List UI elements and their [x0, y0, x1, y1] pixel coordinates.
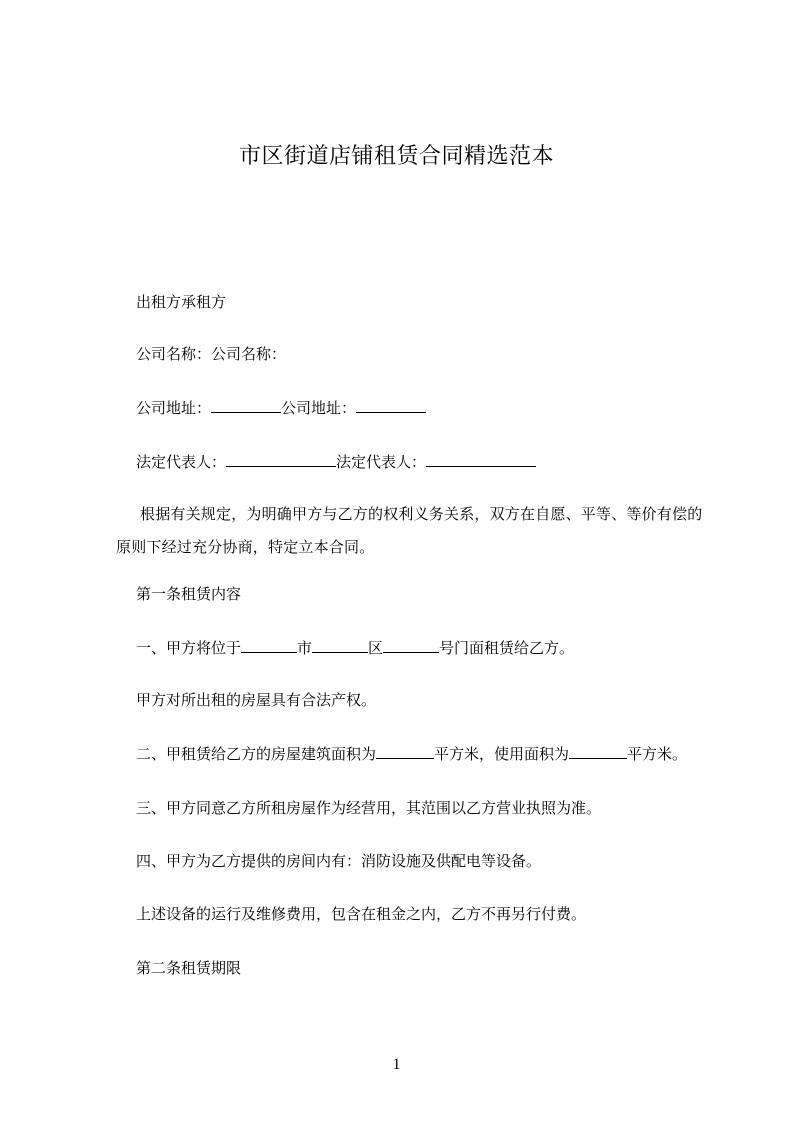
company-name-line: 公司名称：公司名称：	[136, 345, 287, 363]
legal-rep-line	[136, 452, 536, 472]
item2-line	[136, 744, 687, 764]
item2-mid: 平方米，使用面积为	[434, 745, 570, 763]
item4-line: 四、甲方为乙方提供的房间内有：消防设施及供配电等设备。	[136, 852, 542, 870]
item3-line: 三、甲方同意乙方所租房屋作为经营用，其范围以乙方营业执照为准。	[136, 799, 602, 817]
article2-heading: 第二条租赁期限	[136, 959, 242, 977]
item1-blank-city	[241, 638, 297, 653]
item1-blank-number	[383, 638, 439, 653]
company-address-blank-a	[211, 398, 281, 413]
item1-prefix: 一、甲方将位于	[136, 639, 242, 657]
legal-rep-label-b: 法定代表人：	[336, 453, 427, 471]
item2-blank-building-area	[376, 744, 434, 759]
legal-rep-blank-b	[426, 452, 536, 467]
item1-line	[136, 638, 574, 658]
maintenance-line: 上述设备的运行及维修费用，包含在租金之内，乙方不再另行付费。	[136, 905, 587, 923]
company-address-label-b: 公司地址：	[281, 399, 357, 417]
article1-heading: 第一条租赁内容	[136, 585, 242, 603]
item1-suffix: 号门面租赁给乙方。	[439, 639, 575, 657]
company-address-line	[136, 398, 426, 418]
item1-blank-district	[312, 638, 368, 653]
item2-suffix: 平方米。	[627, 745, 688, 763]
parties-heading: 出租方承租方	[136, 293, 227, 311]
item2-blank-usable-area	[569, 744, 627, 759]
item1-city: 市	[297, 639, 313, 657]
document-title: 市区街道店铺租赁合同精选范本	[238, 144, 554, 169]
page-number: 1	[392, 1056, 401, 1073]
ownership-line: 甲方对所出租的房屋具有合法产权。	[136, 691, 377, 709]
item1-district: 区	[368, 639, 384, 657]
item2-prefix: 二、甲租赁给乙方的房屋建筑面积为	[136, 745, 377, 763]
legal-rep-blank-a	[226, 452, 336, 467]
legal-rep-label-a: 法定代表人：	[136, 453, 227, 471]
preamble-paragraph: 根据有关规定，为明确甲方与乙方的权利义务关系，双方在自愿、平等、等价有偿的原则下经过充分协商，特定立本合同。	[116, 505, 703, 556]
company-address-label-a: 公司地址：	[136, 399, 212, 417]
company-address-blank-b	[356, 398, 426, 413]
